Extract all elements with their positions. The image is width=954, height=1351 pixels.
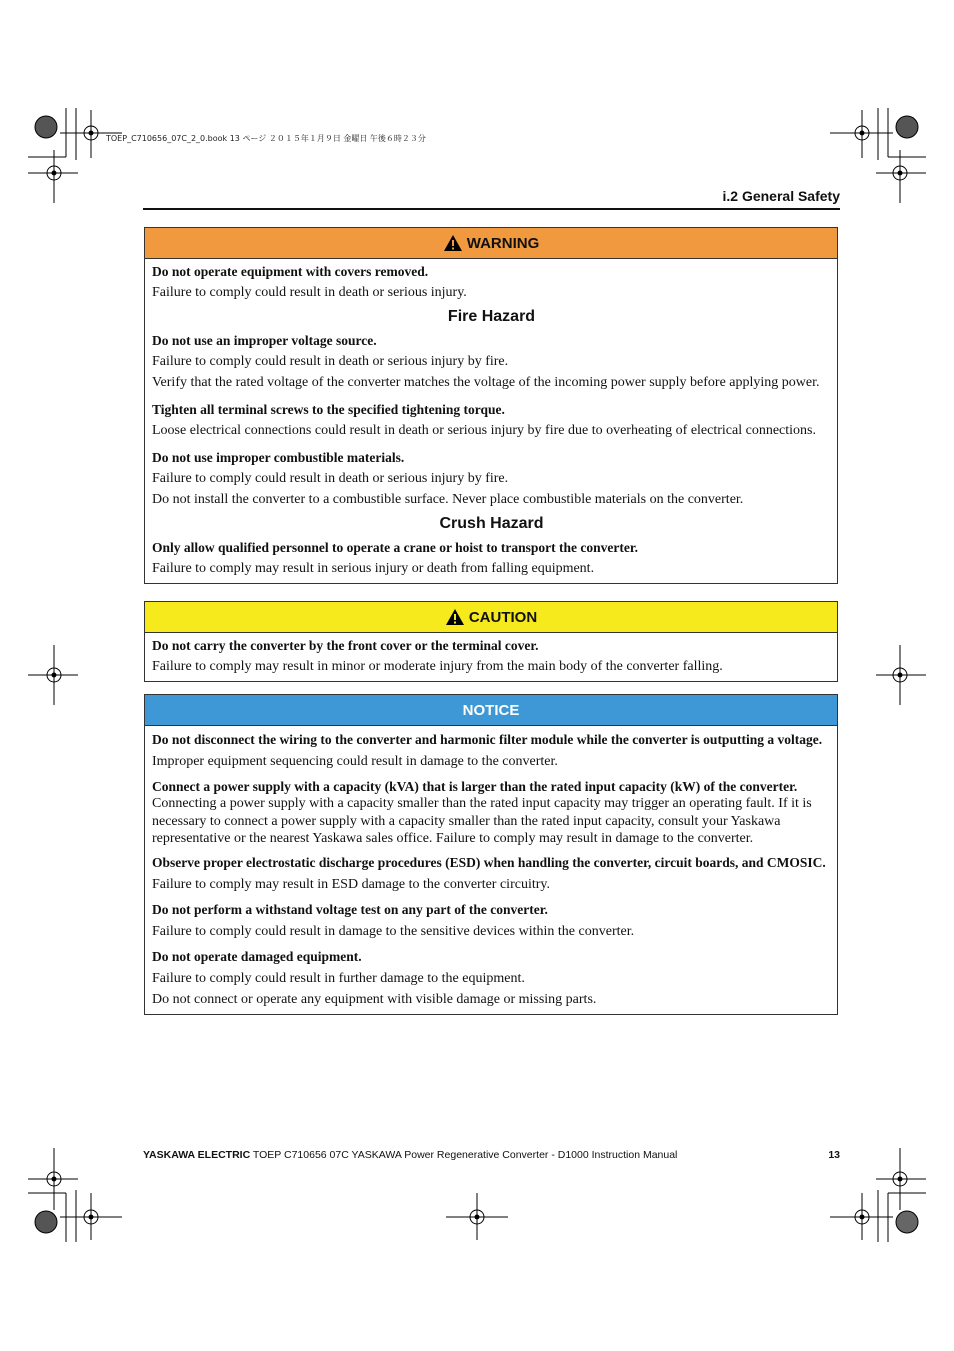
caution-bold: Do not carry the converter by the front cover or the terminal cover. — [152, 638, 539, 653]
crush-bold: Only allow qualified personnel to operate a crane or hoist to transport the converter. — [152, 540, 638, 555]
notice2-bold: Connect a power supply with a capacity (kVA) that is larger than the rated input capacity (kW) of the converter. — [152, 779, 798, 794]
fire1-text1: Failure to comply could result in death or serious injury by fire. — [152, 354, 509, 369]
notice1-bold: Do not disconnect the wiring to the converter and harmonic filter module while the converter is outputting a voltage. — [152, 732, 823, 747]
header-rule — [143, 208, 840, 210]
notice3-bold: Observe proper electrostatic discharge procedures (ESD) when handling the converter, circuit boards, and CMOSIC. — [152, 854, 826, 870]
crush-text: Failure to comply may result in serious injury or death from falling equipment. — [152, 561, 595, 576]
notice4-bold: Do not perform a withstand voltage test on any part of the converter. — [152, 901, 548, 917]
caution-box — [144, 601, 838, 682]
caution-header — [145, 602, 837, 633]
fire1-text2: Verify that the rated voltage of the converter matches the voltage of the incoming power supply before applying power. — [152, 375, 820, 390]
notice4-text: Failure to comply could result in damage to the sensitive devices within the converter. — [152, 923, 635, 939]
caution-body — [145, 633, 837, 681]
notice3-text: Failure to comply may result in ESD damage to the converter circuitry. — [152, 876, 550, 892]
fire2-text1: Loose electrical connections could result in death or serious injury by fire due to overheating of electrical connections. — [152, 423, 816, 438]
notice-box — [144, 694, 838, 1015]
fire3-text1: Failure to comply could result in death or serious injury by fire. — [152, 471, 509, 486]
warning-title: WARNING — [466, 234, 540, 252]
section-title: i.2 General Safety — [722, 188, 840, 204]
warning-body — [145, 259, 837, 583]
caution-triangle-icon — [445, 608, 465, 626]
footer-brand: YASKAWA ELECTRIC — [143, 1149, 251, 1161]
notice5-text1: Failure to comply could result in further damage to the equipment. — [152, 970, 525, 986]
fire1-bold: Do not use an improper voltage source. — [152, 333, 377, 348]
notice5-text2: Do not connect or operate any equipment with visible damage or missing parts. — [152, 991, 597, 1007]
fire2-bold: Tighten all terminal screws to the specified tightening torque. — [152, 402, 505, 417]
notice1-text: Improper equipment sequencing could result in damage to the converter. — [152, 754, 558, 769]
notice-title: NOTICE — [462, 701, 520, 719]
fire3-bold: Do not use improper combustible materials. — [152, 450, 405, 465]
warning-intro-bold: Do not operate equipment with covers removed. — [152, 264, 429, 279]
caution-title: CAUTION — [468, 608, 538, 626]
caution-text: Failure to comply may result in minor or moderate injury from the main body of the converter falling. — [152, 659, 723, 674]
fire3-text2: Do not install the converter to a combustible surface. Never place combustible materials on the converter. — [152, 492, 744, 507]
footer — [143, 1149, 677, 1161]
warning-triangle-icon — [443, 234, 463, 252]
warning-intro-text: Failure to comply could result in death or serious injury. — [152, 285, 467, 300]
footer-text: TOEP C710656 07C YASKAWA Power Regenerative Converter - D1000 Instruction Manual — [250, 1149, 678, 1161]
notice5-bold: Do not operate damaged equipment. — [152, 948, 362, 964]
fire-hazard-title: Fire Hazard — [447, 308, 536, 325]
notice-body — [145, 726, 837, 1014]
print-slug: TOEP_C710656_07C_2_0.book 13 ページ ２０１５年１月９日 金曜日 午後６時２３分 — [106, 134, 426, 143]
warning-box — [144, 227, 838, 584]
notice2-text: Connecting a power supply with a capacity smaller than the rated input capacity may trigger an operating fault. If it is necessary to connect a power supply with a capacity smaller than the rated input capacity, consult your Yaskawa representative or the nearest Yaskawa sales office. Failure to comply may result in damage to the converter. — [152, 796, 812, 846]
page-number: 13 — [828, 1149, 840, 1161]
warning-header — [145, 228, 837, 259]
crush-hazard-title: Crush Hazard — [439, 515, 544, 532]
notice-header — [145, 695, 837, 726]
